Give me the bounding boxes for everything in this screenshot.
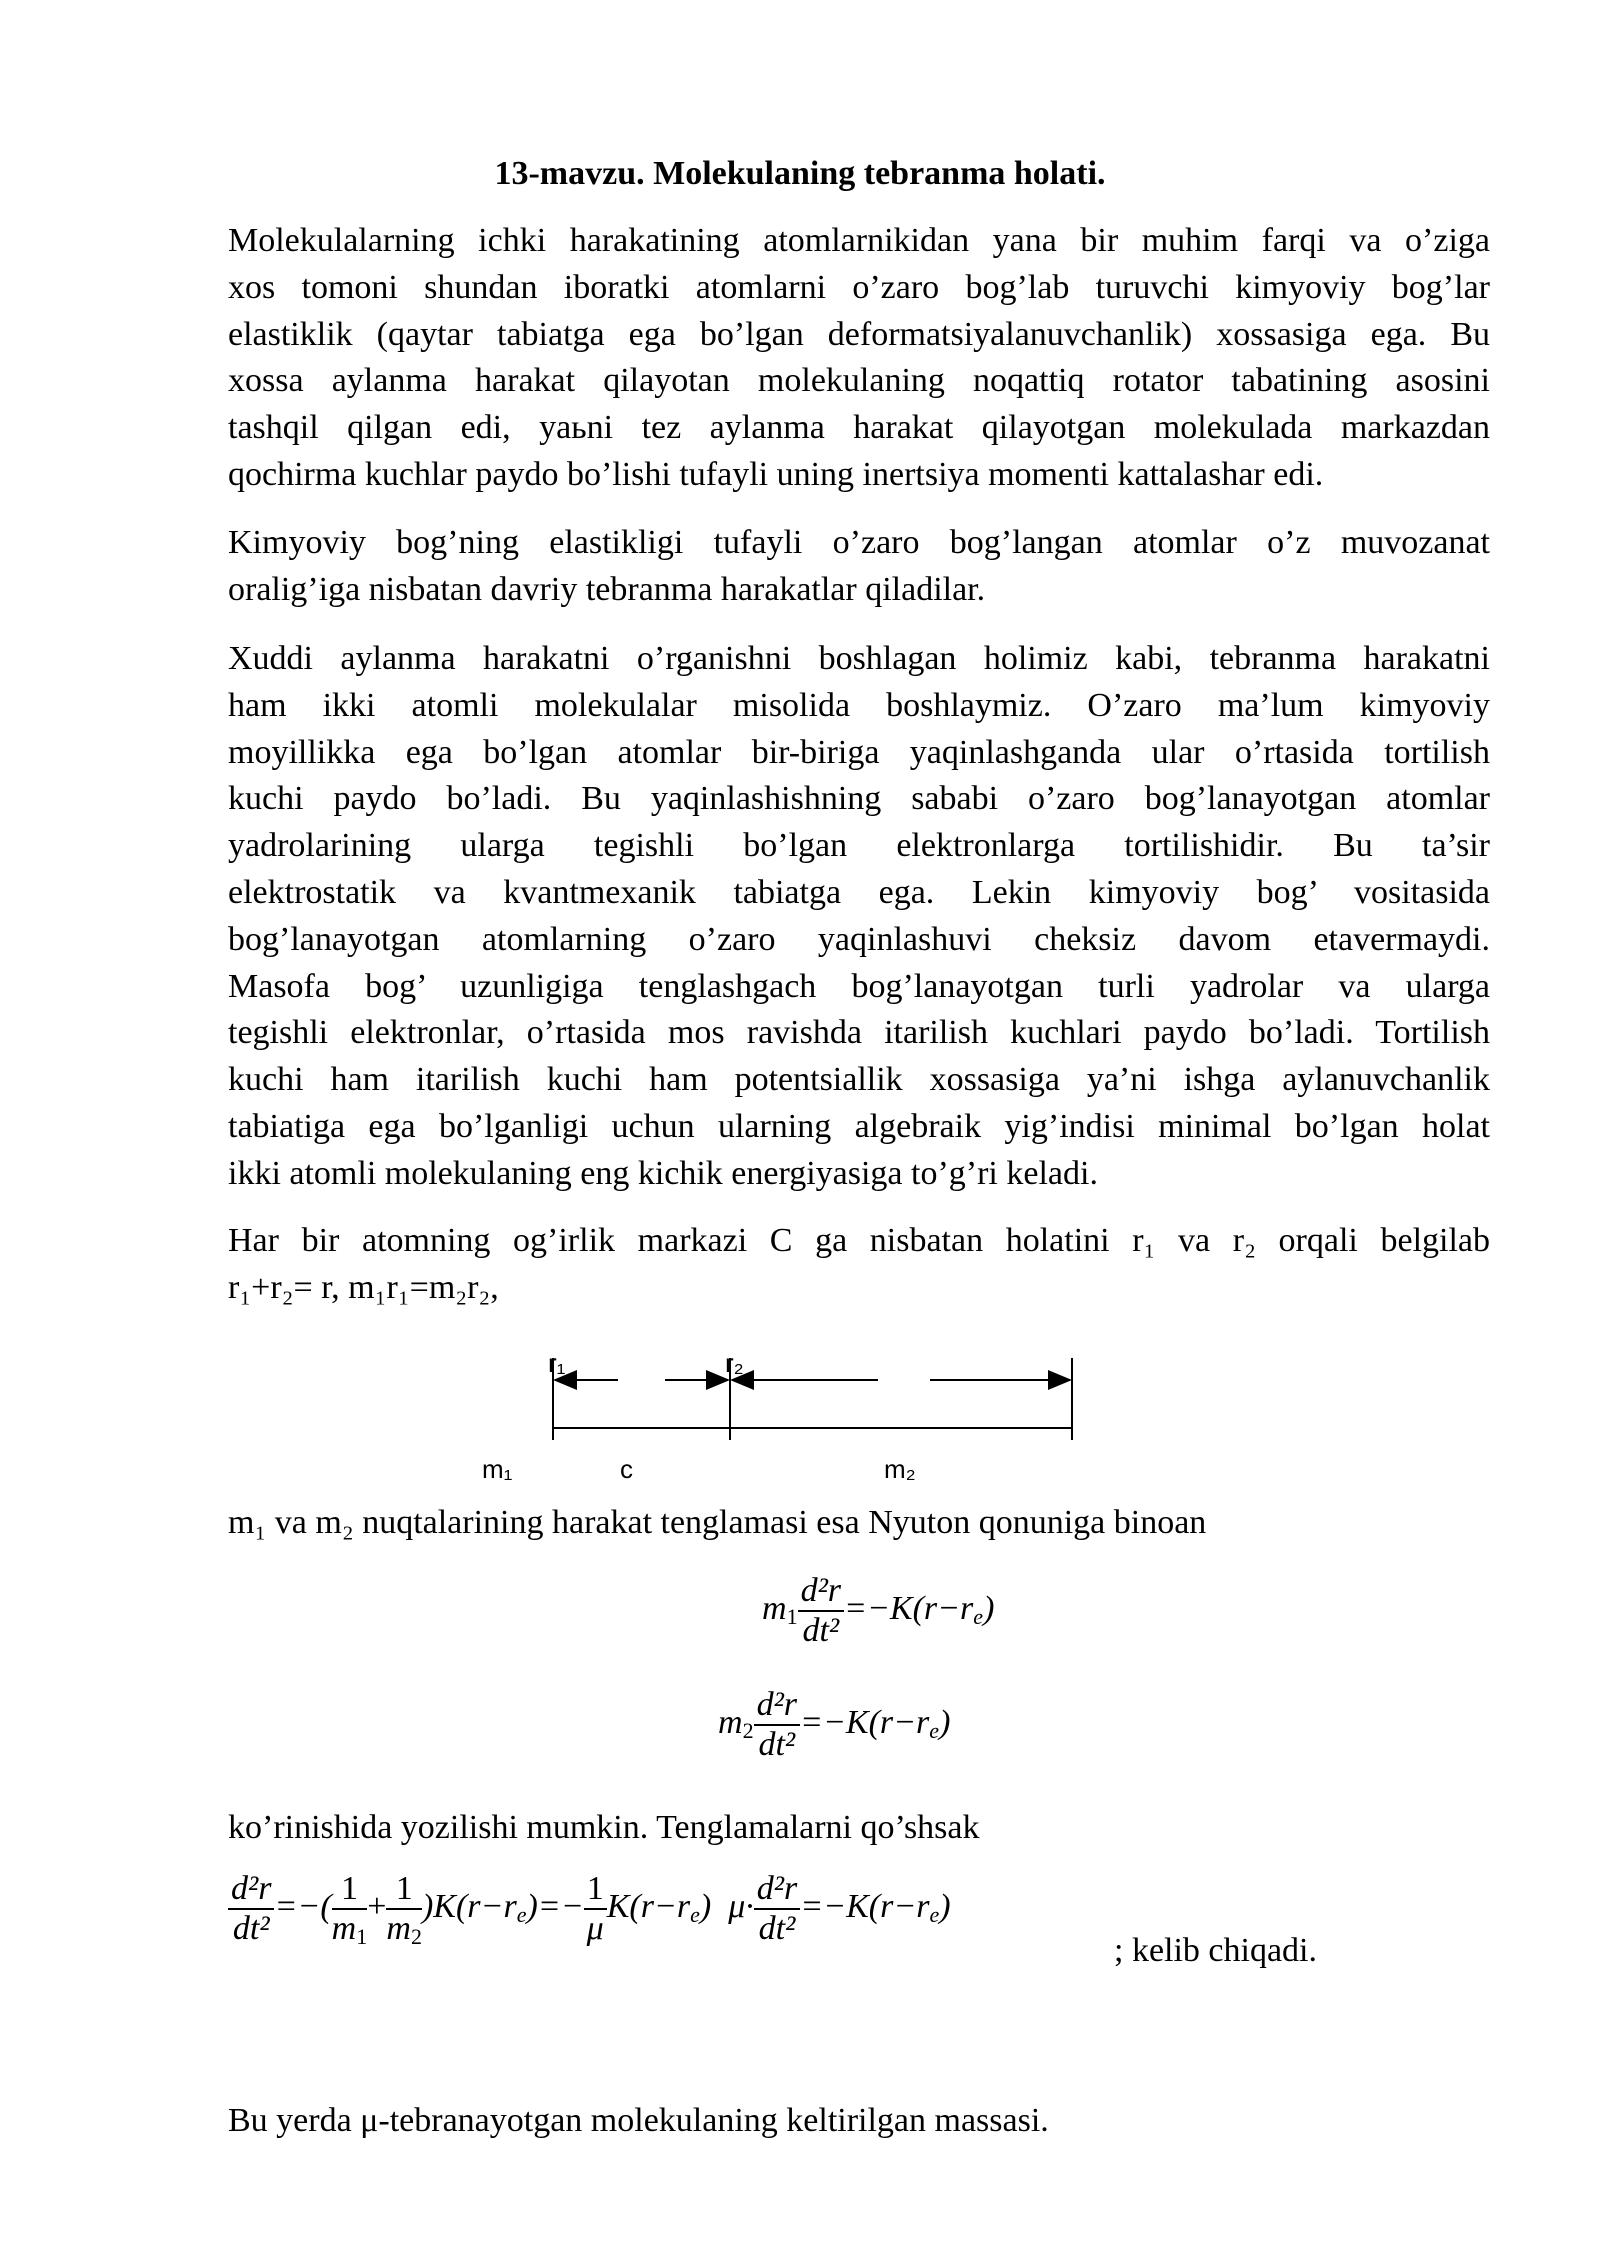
text-line: tashqil qilgan edi, yaьni tez aylanma harakat qilayotgan molekulada markazdan	[228, 409, 1490, 447]
text-line: ham ikki atomli molekulalar misolida boshlaymiz. O’zaro ma’lum kimyoviy	[228, 686, 1490, 724]
text-line: tabiatiga ega bo’lganligi uchun ularning algebraik yig’indisi minimal bo’lgan holat	[228, 1107, 1490, 1145]
text-line: m₁ va m₂ nuqtalarining harakat tenglamasi esa Nyuton qonuniga binoan	[228, 1504, 1207, 1541]
eq-fraction	[228, 1870, 274, 1948]
text-line: Molekulalarning ichki harakatining atomlarnikidan yana bir muhim farqi va o’ziga	[228, 222, 1490, 259]
eq-mass: m	[762, 1589, 787, 1627]
eq-part: )K(r−r	[421, 1887, 517, 1925]
eq-mass: m	[331, 1910, 357, 1947]
eq-numerator: d²r	[754, 1686, 800, 1726]
eq-subscript: 2	[742, 1717, 754, 1743]
eq-subscript: 1	[356, 1924, 368, 1949]
page-title: 13-mavzu. Molekulaning tebranma holati.	[494, 155, 1106, 192]
eq-numerator: d²r	[798, 1572, 844, 1612]
eq-part: =−K(r−r	[800, 1887, 930, 1925]
eq-denominator: μ	[586, 1910, 604, 1947]
eq-denominator: dt²	[232, 1910, 270, 1947]
eq-part: K(r−r	[606, 1887, 691, 1925]
label-c: c	[620, 1454, 633, 1484]
eq-fraction	[798, 1572, 844, 1650]
eq-subscript: e	[929, 1901, 940, 1927]
paragraph-2	[228, 520, 1490, 614]
eq-denominator: dt²	[802, 1612, 840, 1649]
eq-numerator: 1	[386, 1870, 422, 1910]
text-line: xos tomoni shundan iboratki atomlarni o’zaro bog’lab turuvchi kimyoviy bog’lar	[228, 268, 1490, 306]
text-line: bog’lanayotgan atomlarning o’zaro yaqinlashuvi cheksiz davom etavermaydi.	[228, 920, 1490, 958]
eq-part: =−(	[274, 1887, 332, 1925]
eq-part: )	[939, 1887, 951, 1925]
eq-part: μ·	[728, 1887, 754, 1925]
paragraph-5	[228, 1500, 1490, 1547]
equation-1	[762, 1572, 994, 1650]
paragraph-1	[228, 218, 1490, 499]
text-line: kuchi paydo bo’ladi. Bu yaqinlashishning sababi o’zaro bog’lanayotgan atomlar	[228, 780, 1490, 818]
eq-denominator: dt²	[758, 1726, 796, 1763]
eq-rhs: =−K(r−r	[800, 1703, 930, 1741]
eq-close: )	[939, 1703, 951, 1741]
eq-mass: m	[386, 1910, 411, 1947]
text-line: oralig’iga nisbatan davriy tebranma harakatlar qiladilar.	[228, 570, 986, 608]
text-line: elektrostatik va kvantmexanik tabiatga ega. Lekin kimyoviy bog’ vositasida	[228, 873, 1490, 911]
eq-numerator: d²r	[754, 1870, 800, 1910]
eq-subscript: e	[929, 1717, 940, 1743]
text-line: kuchi ham itarilish kuchi ham potentsiallik xossasiga ya’ni ishga aylanuvchanlik	[228, 1061, 1490, 1099]
eq-denominator	[386, 1910, 422, 1948]
eq-fraction	[754, 1686, 800, 1764]
eq-numerator: 1	[584, 1870, 607, 1910]
text-line: qochirma kuchlar paydo bo’lishi tufayli uning inertsiya momenti kattalashar edi.	[228, 455, 1324, 493]
text-line: Bu yerda μ-tebranayotgan molekulaning keltirilgan massasi.	[228, 2102, 1049, 2139]
eq-fraction	[332, 1870, 368, 1948]
text-line: Masofa bog’ uzunligiga tenglashgach bog’lanayotgan turli yadrolar va ularga	[228, 967, 1490, 1005]
paragraph-6	[228, 1805, 1490, 1852]
eq-subscript: 1	[786, 1603, 798, 1629]
eq-subscript: e	[690, 1901, 700, 1927]
eq-numerator: d²r	[228, 1870, 274, 1910]
equation-3	[228, 1870, 951, 1948]
eq-part: )=−	[526, 1887, 584, 1925]
eq-rhs: =−K(r−r	[844, 1589, 974, 1627]
label-m1: m₁	[482, 1454, 513, 1484]
eq-close: )	[983, 1589, 995, 1627]
label-r2: r₂	[725, 1348, 744, 1378]
eq-numerator: 1	[332, 1870, 368, 1910]
eq-subscript: e	[973, 1603, 984, 1629]
text-line: ikki atomli molekulaning eng kichik energiyasiga to’g’ri keladi.	[228, 1154, 1098, 1192]
label-m2: m₂	[884, 1454, 916, 1484]
eq-denominator	[332, 1910, 368, 1948]
eq-denominator: dt²	[758, 1910, 796, 1947]
text-line: Kimyoviy bog’ning elastikligi tufayli o’zaro bog’langan atomlar o’z muvozanat	[228, 524, 1490, 561]
text-line: elastiklik (qaytar tabiatga ega bo’lgan deformatsiyalanuvchanlik) xossasiga ega. Bu	[228, 315, 1490, 353]
eq-plus: +	[367, 1887, 387, 1925]
equation-3-tail: ; kelib chiqadi.	[1114, 1932, 1318, 1969]
text-line: tegishli elektronlar, o’rtasida mos ravishda itarilish kuchlari paydo bo’ladi. Tortilish	[228, 1014, 1490, 1052]
eq-part: )	[699, 1887, 712, 1925]
eq-fraction	[754, 1870, 800, 1948]
equation-2	[718, 1686, 950, 1764]
label-r1: r₁	[548, 1348, 566, 1378]
eq-mass: m	[718, 1703, 743, 1741]
eq-subscript: e	[516, 1901, 527, 1927]
text-line: moyillikka ega bo’lgan atomlar bir-biriga yaqinlashganda ular o’rtasida tortilish	[228, 733, 1490, 771]
molecule-distance-diagram	[460, 1330, 1110, 1490]
paragraph-4	[228, 1218, 1490, 1312]
paragraph-3	[228, 636, 1490, 1198]
text-line: Har bir atomning og’irlik markazi C ga nisbatan holatini r₁ va r₂ orqali belgilab	[228, 1222, 1490, 1259]
text-line: yadrolarining ularga tegishli bo’lgan elektronlarga tortilishidir. Bu ta’sir	[228, 827, 1490, 865]
eq-fraction	[386, 1870, 422, 1948]
text-line: xossa aylanma harakat qilayotan molekulaning noqattiq rotator tabatining asosini	[228, 362, 1490, 400]
eq-subscript: 2	[410, 1924, 422, 1949]
text-line: Xuddi aylanma harakatni o’rganishni boshlagan holimiz kabi, tebranma harakatni	[228, 640, 1490, 677]
text-line: r₁+r₂= r, m₁r₁=m₂r₂,	[228, 1268, 499, 1306]
eq-fraction	[584, 1870, 607, 1948]
text-line: ko’rinishida yozilishi mumkin. Tenglamalarni qo’shsak	[228, 1809, 980, 1846]
paragraph-7	[228, 2098, 1490, 2145]
